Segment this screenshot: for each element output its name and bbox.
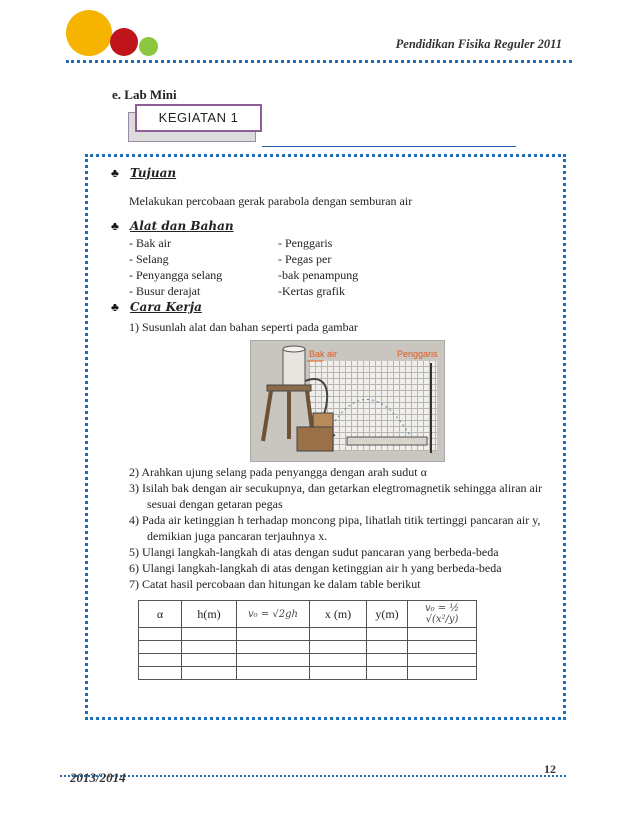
club-bullet-icon: ♣ xyxy=(111,300,119,314)
green-circle-decoration xyxy=(139,37,158,56)
table-row xyxy=(139,628,477,641)
tujuan-text: Melakukan percobaan gerak parabola dengan semburan air xyxy=(129,194,413,208)
header-y: y(m) xyxy=(367,601,408,628)
apparatus-illustration xyxy=(251,341,444,461)
experiment-figure xyxy=(250,340,445,462)
table-cell xyxy=(139,667,182,680)
cara-step: demikian juga pancaran terjauhnya x. xyxy=(147,529,328,543)
table-cell xyxy=(237,667,310,680)
alat-heading: Alat dan Bahan xyxy=(130,219,234,233)
table-cell xyxy=(408,667,477,680)
table-cell xyxy=(139,628,182,641)
table-row xyxy=(139,654,477,667)
table-cell xyxy=(310,641,367,654)
cara-step: 7) Catat hasil percobaan dan hitungan ke dalam table berikut xyxy=(129,577,421,591)
alat-item: - Bak air xyxy=(129,236,171,250)
cara-step: 3) Isilah bak dengan air secukupnya, dan getarkan elegtromagnetik sehingga aliran air xyxy=(129,481,543,495)
yellow-circle-decoration xyxy=(66,10,112,56)
section-label: e. Lab Mini xyxy=(112,87,177,102)
cara-step: 2) Arahkan ujung selang pada penyangga dengan arah sudut α xyxy=(129,465,427,479)
table-cell xyxy=(367,667,408,680)
table-cell xyxy=(367,641,408,654)
table-cell xyxy=(237,654,310,667)
table-cell xyxy=(237,641,310,654)
label-penggaris: Penggaris xyxy=(397,349,438,359)
table-cell xyxy=(408,628,477,641)
table-cell xyxy=(139,654,182,667)
results-table xyxy=(138,600,477,680)
cara-step: 4) Pada air ketinggian h terhadap moncong pipa, lihatlah titik tertinggi pancaran air y, xyxy=(129,513,541,527)
cara-heading: Cara Kerja xyxy=(130,300,202,314)
red-circle-decoration xyxy=(110,28,138,56)
table-cell xyxy=(310,628,367,641)
club-bullet-icon: ♣ xyxy=(111,219,119,233)
header-x: x (m) xyxy=(310,601,367,628)
alat-item: -bak penampung xyxy=(278,268,359,282)
header-v0-derived: v₀ = ½ √(x²/y) xyxy=(408,601,477,628)
table-cell xyxy=(182,667,237,680)
tujuan-heading: Tujuan xyxy=(130,166,177,180)
table-cell xyxy=(310,654,367,667)
alat-item: - Penggaris xyxy=(278,236,333,250)
cara-step: 1) Susunlah alat dan bahan seperti pada gambar xyxy=(129,320,358,334)
page-number: 12 xyxy=(544,762,556,776)
label-bak-air: Bak air xyxy=(309,349,338,359)
table-cell xyxy=(237,628,310,641)
kegiatan-title: KEGIATAN 1 xyxy=(135,104,262,132)
table-cell xyxy=(367,654,408,667)
header-v0-formula: v₀ = √2gh xyxy=(237,601,310,628)
table-cell xyxy=(182,641,237,654)
alat-item: - Selang xyxy=(129,252,169,266)
table-cell xyxy=(310,667,367,680)
alat-item: -Kertas grafik xyxy=(278,284,345,298)
table-cell xyxy=(182,628,237,641)
header-h: h(m) xyxy=(182,601,237,628)
alat-item: - Penyangga selang xyxy=(129,268,223,282)
table-cell xyxy=(139,641,182,654)
footer-year: 2013/2014 xyxy=(70,770,126,785)
club-bullet-icon: ♣ xyxy=(111,166,119,180)
footer-divider xyxy=(60,775,566,777)
table-row xyxy=(139,667,477,680)
header-alpha: α xyxy=(139,601,182,628)
alat-item: - Busur derajat xyxy=(129,284,201,298)
cara-step: 6) Ulangi langkah-langkah di atas dengan ketinggian air h yang berbeda-beda xyxy=(129,561,502,575)
table-cell xyxy=(408,641,477,654)
table-cell xyxy=(367,628,408,641)
alat-item: - Pegas per xyxy=(278,252,332,266)
table-row xyxy=(139,641,477,654)
cara-step: 5) Ulangi langkah-langkah di atas dengan sudut pancaran yang berbeda-beda xyxy=(129,545,499,559)
kegiatan-underline xyxy=(262,146,516,147)
table-cell xyxy=(408,654,477,667)
header-title: Pendidikan Fisika Reguler 2011 xyxy=(395,37,562,51)
cara-step: sesuai dengan getaran pegas xyxy=(147,497,283,511)
table-cell xyxy=(182,654,237,667)
table-header-row xyxy=(139,601,477,628)
header-divider xyxy=(66,60,572,63)
